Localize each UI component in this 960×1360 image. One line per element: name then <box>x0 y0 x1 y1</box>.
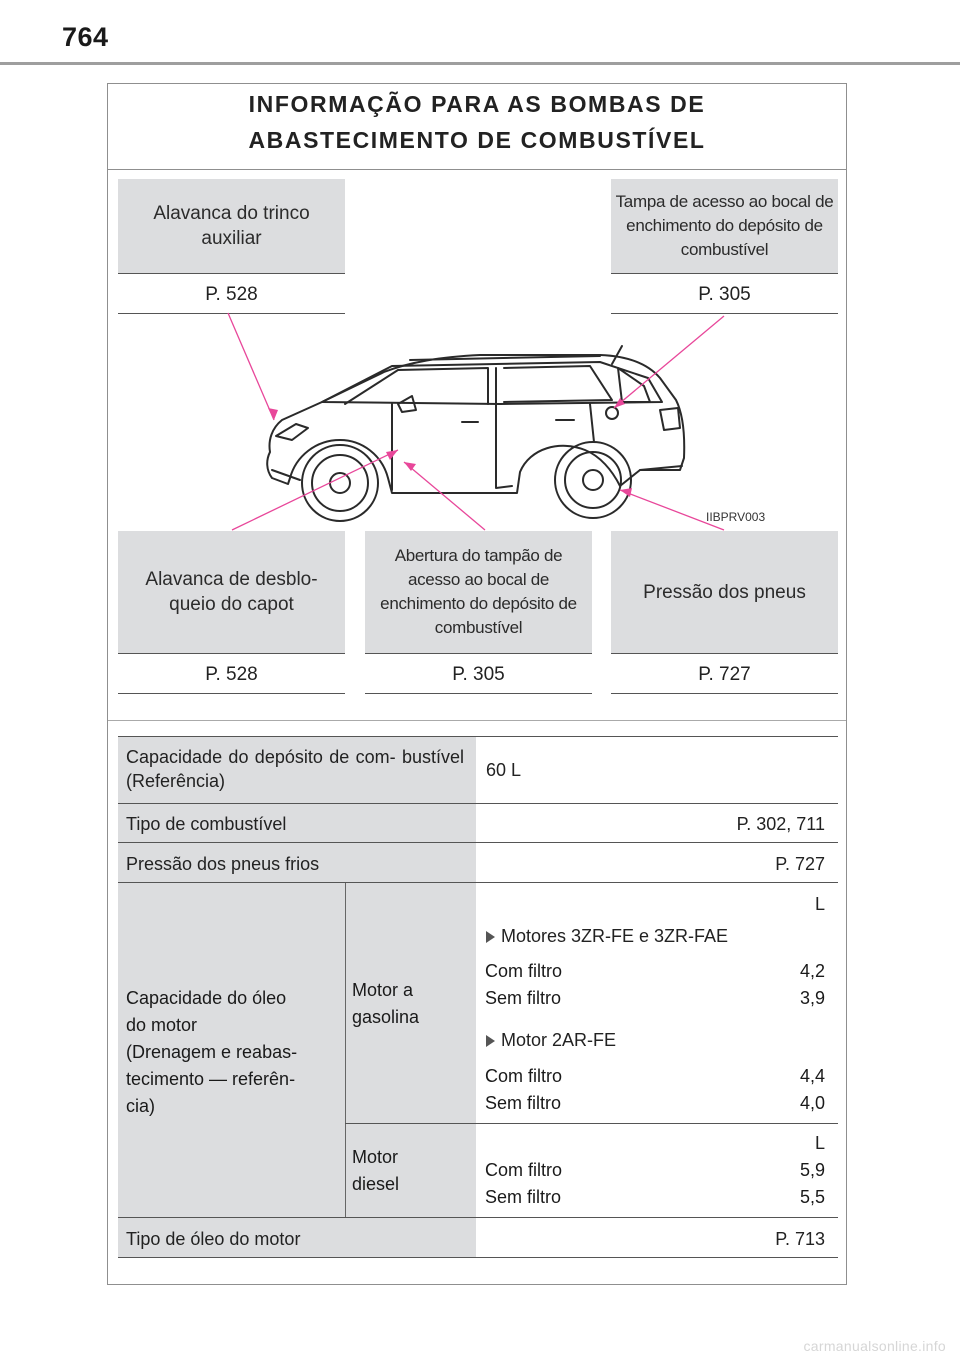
oil-type-ref[interactable]: P. 713 <box>775 1229 825 1249</box>
oil-capacity-label-line: do motor <box>126 1015 198 1035</box>
divider <box>611 693 838 694</box>
cold-tire-pressure-ref[interactable]: P. 727 <box>775 854 825 874</box>
gasoline-unit: L <box>814 894 825 914</box>
callout-tire-pressure-ref[interactable]: P. 727 <box>698 664 751 685</box>
section-separator <box>108 720 846 721</box>
callout-hood-release-label: Alavanca de desblo- queio do capot <box>145 569 318 615</box>
callout-fuel-door-opener-ref[interactable]: P. 305 <box>452 664 505 685</box>
gasoline-group1-without-filter <box>485 985 825 1012</box>
without-filter-label: Sem filtro <box>485 1187 562 1207</box>
diesel-without-filter <box>485 1184 825 1211</box>
leader-fuel-door-opener <box>404 462 485 530</box>
gasoline-group1-title-text: Motores 3ZR-FE e 3ZR-FAE <box>501 926 729 946</box>
without-filter-value: 3,9 <box>799 988 825 1008</box>
table-rule <box>345 1123 838 1124</box>
callout-fuel-door-opener <box>365 531 592 653</box>
with-filter-value: 4,2 <box>799 961 825 981</box>
diesel-engine-label-line: Motor <box>352 1147 399 1167</box>
gasoline-group2-title-text: Motor 2AR-FE <box>501 1030 617 1050</box>
with-filter-label: Com filtro <box>485 1160 563 1180</box>
divider <box>611 653 838 654</box>
leader-fuel-door-cap <box>614 316 724 408</box>
cold-tire-pressure-label: Pressão dos pneus frios <box>118 843 476 882</box>
fuel-capacity-label: Capacidade do depósito de com- bustível (Referência) <box>118 737 476 803</box>
triangle-bullet-icon <box>486 1035 495 1047</box>
with-filter-value: 4,4 <box>799 1066 825 1086</box>
gasoline-group1-with-filter <box>485 958 825 985</box>
fuel-type-label: Tipo de combustível <box>118 804 476 842</box>
gasoline-group2-without-filter <box>485 1090 825 1117</box>
gasoline-group2-with-filter <box>485 1063 825 1090</box>
without-filter-value: 4,0 <box>799 1093 825 1113</box>
leader-hood-release <box>232 450 398 530</box>
diesel-engine-label-line: diesel <box>352 1174 400 1194</box>
oil-capacity-divider <box>345 883 346 1217</box>
callout-fuel-door-opener-label: Abertura do tampão de acesso ao bocal de enchimento do depósito de combustível <box>380 546 577 637</box>
callout-fuel-door-cap-ref[interactable]: P. 305 <box>698 284 751 305</box>
callout-aux-latch-ref[interactable]: P. 528 <box>205 284 258 305</box>
callout-tire-pressure-label: Pressão dos pneus <box>643 581 806 603</box>
with-filter-label: Com filtro <box>485 1066 563 1086</box>
diesel-engine-label <box>352 1144 399 1198</box>
without-filter-label: Sem filtro <box>485 1093 562 1113</box>
callout-hood-release-ref[interactable]: P. 528 <box>205 664 258 685</box>
divider <box>365 653 592 654</box>
divider <box>365 693 592 694</box>
table-rule <box>118 1257 838 1258</box>
divider <box>118 653 345 654</box>
with-filter-value: 5,9 <box>799 1160 825 1180</box>
diesel-unit: L <box>814 1133 825 1153</box>
with-filter-label: Com filtro <box>485 961 563 981</box>
without-filter-label: Sem filtro <box>485 988 562 1008</box>
oil-type-label: Tipo de óleo do motor <box>118 1218 476 1257</box>
oil-capacity-label-line: cia) <box>126 1096 156 1116</box>
leader-aux-latch <box>228 313 274 420</box>
gasoline-group2-title <box>486 1028 616 1052</box>
callout-aux-latch-label: Alavanca do trinco auxiliar <box>153 203 310 249</box>
oil-capacity-label-line: (Drenagem e reabas- <box>126 1042 298 1062</box>
gasoline-engine-label-line: gasolina <box>352 1007 420 1027</box>
gasoline-engine-label <box>352 977 419 1031</box>
title-line-1: INFORMAÇÃO PARA AS BOMBAS DE <box>248 91 706 117</box>
image-code: IIBPRV003 <box>706 510 766 524</box>
callout-hood-release <box>118 531 345 653</box>
divider <box>118 693 345 694</box>
watermark: carmanualsonline.info <box>803 1338 946 1354</box>
gasoline-group1-title <box>486 924 728 948</box>
gasoline-engine-label-line: Motor a <box>352 980 414 1000</box>
page-number: 764 <box>62 22 109 52</box>
oil-capacity-label-line: tecimento — referên- <box>126 1069 296 1089</box>
title-line-2: ABASTECIMENTO DE COMBUSTÍVEL <box>248 127 706 153</box>
oil-capacity-label-line: Capacidade do óleo <box>126 988 287 1008</box>
without-filter-value: 5,5 <box>799 1187 825 1207</box>
fuel-capacity-value: 60 L <box>486 760 522 780</box>
triangle-bullet-icon <box>486 931 495 943</box>
oil-capacity-label <box>126 985 341 1120</box>
callout-fuel-door-cap-label: Tampa de acesso ao bocal de enchimento do depósito de combustível <box>615 192 834 259</box>
callout-tire-pressure <box>611 531 838 653</box>
fuel-type-ref[interactable]: P. 302, 711 <box>736 814 825 834</box>
diesel-with-filter <box>485 1157 825 1184</box>
